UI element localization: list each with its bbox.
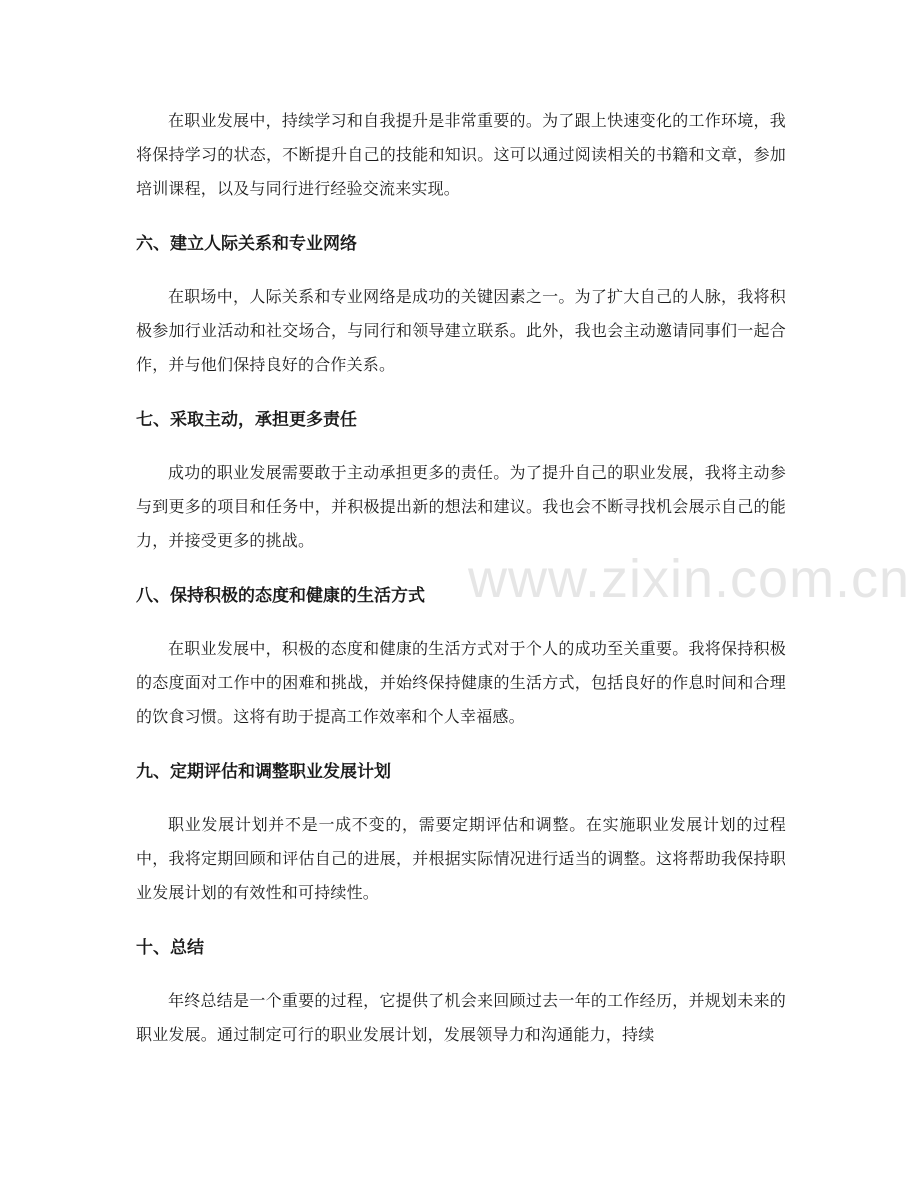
- section-body-9: 职业发展计划并不是一成不变的，需要定期评估和调整。在实施职业发展计划的过程中，我将定期回顾和评估自己的进展，并根据实际情况进行适当的调整。这将帮助我保持职业发展计划的有效性和可持续性。: [136, 815, 786, 902]
- paragraph-continuation: 在职业发展中，持续学习和自我提升是非常重要的。为了跟上快速变化的工作环境，我将保持学习的状态，不断提升自己的技能和知识。这可以通过阅读相关的书籍和文章，参加培训课程，以及与同行进行经验交流来实现。: [136, 111, 786, 198]
- section-body-10: 年终总结是一个重要的过程，它提供了机会来回顾过去一年的工作经历，并规划未来的职业发展。通过制定可行的职业发展计划，发展领导力和沟通能力，持续: [136, 991, 786, 1044]
- section-body-8: 在职业发展中，积极的态度和健康的生活方式对于个人的成功至关重要。我将保持积极的态度面对工作中的困难和挑战，并始终保持健康的生活方式，包括良好的作息时间和合理的饮食习惯。这将有助于提高工作效率和个人幸福感。: [136, 639, 786, 726]
- document-body: [136, 104, 786, 1052]
- section-heading-7: 七、采取主动，承担更多责任: [136, 410, 357, 430]
- section-body-6: 在职场中，人际关系和专业网络是成功的关键因素之一。为了扩大自己的人脉，我将积极参加行业活动和社交场合，与同行和领导建立联系。此外，我也会主动邀请同事们一起合作，并与他们保持良好的合作关系。: [136, 287, 786, 374]
- section-heading-10: 十、总结: [136, 938, 204, 958]
- section-heading-8: 八、保持积极的态度和健康的生活方式: [136, 586, 425, 606]
- section-body-7: 成功的职业发展需要敢于主动承担更多的责任。为了提升自己的职业发展，我将主动参与到更多的项目和任务中，并积极提出新的想法和建议。我也会不断寻找机会展示自己的能力，并接受更多的挑战。: [136, 463, 786, 550]
- section-heading-9: 九、定期评估和调整职业发展计划: [136, 762, 391, 782]
- section-heading-6: 六、建立人际关系和专业网络: [136, 234, 357, 254]
- watermark: www.zixin.com.cn: [468, 549, 911, 609]
